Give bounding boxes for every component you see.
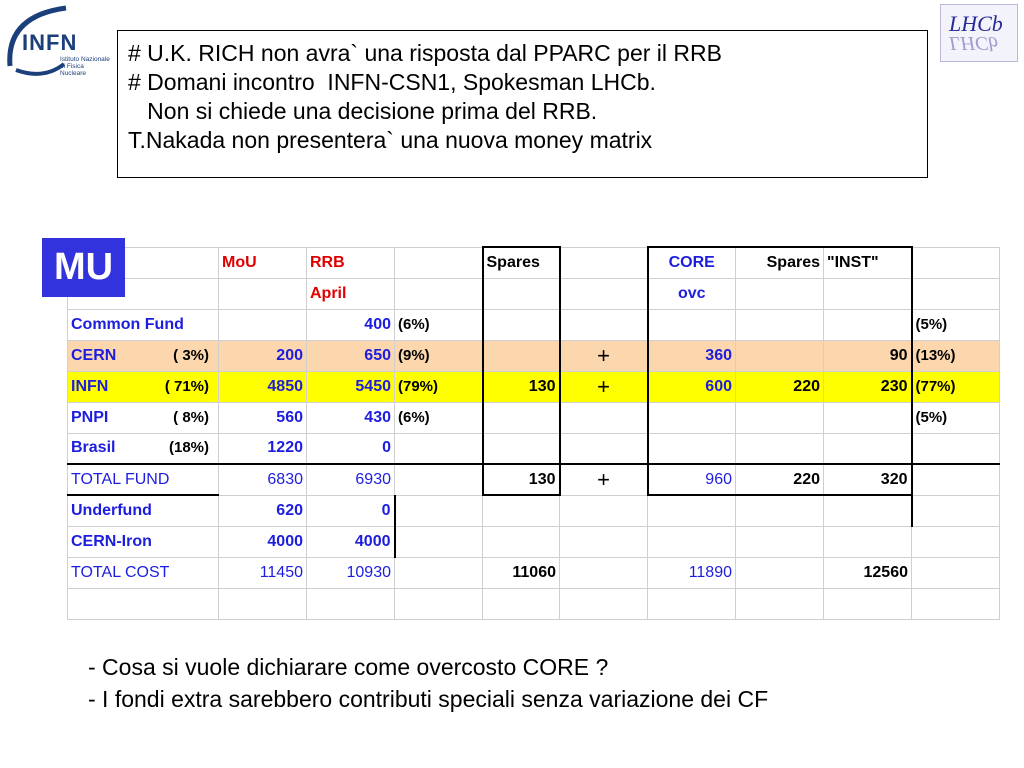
cell-pct-inst: (5%) <box>912 402 1000 433</box>
row-label: PNPI ( 8%) <box>68 402 219 433</box>
row-label: TOTAL COST <box>68 557 219 588</box>
cell-core: 960 <box>648 464 736 495</box>
table-header-row <box>68 247 1000 278</box>
plus-sign: + <box>560 464 648 495</box>
cell-rrb: 5450 <box>307 371 395 402</box>
cell-rrb: 430 <box>307 402 395 433</box>
table-row-empty <box>68 588 1000 619</box>
cell-mou: 200 <box>219 340 307 371</box>
col-header-rrb: RRB <box>307 247 395 278</box>
cern-share: ( 3%) <box>173 346 209 364</box>
table-row-total-fund <box>68 464 1000 495</box>
cell-spares: 130 <box>483 464 560 495</box>
table-subheader-row <box>68 278 1000 309</box>
row-label: Underfund <box>68 495 219 526</box>
cell-mou: 4850 <box>219 371 307 402</box>
note-line: # U.K. RICH non avra` una risposta dal PPARC per il RRB <box>128 40 722 66</box>
note-line: Non si chiede una decisione prima del RRB. <box>128 98 598 124</box>
mu-badge: MU <box>42 238 125 297</box>
table-row-cern <box>68 340 1000 371</box>
row-label: TOTAL FUND <box>68 464 219 495</box>
cell-mou: 1220 <box>219 433 307 464</box>
cell-core: 360 <box>648 340 736 371</box>
plus-sign: + <box>560 371 648 402</box>
table-row-infn <box>68 371 1000 402</box>
cell-mou: 6830 <box>219 464 307 495</box>
cell-rrb: 400 <box>307 309 395 340</box>
cell-core: 11890 <box>648 557 736 588</box>
cell-spares: 130 <box>483 371 560 402</box>
table-row-common-fund <box>68 309 1000 340</box>
cell-rrb: 6930 <box>307 464 395 495</box>
plus-sign: + <box>560 340 648 371</box>
col-header-spares2: Spares <box>736 247 824 278</box>
col-subheader-ovc: ovc <box>648 278 736 309</box>
infn-logo-subtitle: Istituto Nazionale di Fisica Nucleare <box>60 56 110 77</box>
table-row-pnpi <box>68 402 1000 433</box>
question-line: - I fondi extra sarebbero contributi speciali senza variazione dei CF <box>88 686 769 712</box>
table-row-cern-iron <box>68 526 1000 557</box>
cell-rrb: 0 <box>307 495 395 526</box>
infn-share: ( 71%) <box>164 377 209 395</box>
cell-spares: 11060 <box>483 557 560 588</box>
cell-pct-rrb: (6%) <box>395 402 483 433</box>
money-matrix-table <box>67 246 1000 620</box>
cell-pct-rrb: (79%) <box>395 371 483 402</box>
cell-pct-inst: (77%) <box>912 371 1000 402</box>
row-label: Brasil (18%) <box>68 433 219 464</box>
cell-pct-inst: (13%) <box>912 340 1000 371</box>
col-header-core: CORE <box>648 247 736 278</box>
cell-spares2: 220 <box>736 464 824 495</box>
table-row-brasil <box>68 433 1000 464</box>
cell-inst: 90 <box>824 340 912 371</box>
col-header-spares: Spares <box>483 247 560 278</box>
cell-mou: 4000 <box>219 526 307 557</box>
table-row-total-cost <box>68 557 1000 588</box>
cell-inst: 230 <box>824 371 912 402</box>
cell-core: 600 <box>648 371 736 402</box>
table-row-underfund <box>68 495 1000 526</box>
questions-block <box>88 651 768 715</box>
row-label: CERN-Iron <box>68 526 219 557</box>
cell-mou: 11450 <box>219 557 307 588</box>
cell-inst: 12560 <box>824 557 912 588</box>
infn-logo-text: INFN <box>22 30 78 55</box>
cell-mou: 620 <box>219 495 307 526</box>
row-label: CERN ( 3%) <box>68 340 219 371</box>
col-header-inst: "INST" <box>824 247 912 278</box>
cell-pct-rrb: (6%) <box>395 309 483 340</box>
cell-rrb: 4000 <box>307 526 395 557</box>
note-line: # Domani incontro INFN-CSN1, Spokesman LHCb. <box>128 69 656 95</box>
pnpi-share: ( 8%) <box>173 408 209 426</box>
cell-pct-rrb: (9%) <box>395 340 483 371</box>
cell-spares2: 220 <box>736 371 824 402</box>
col-subheader-april: April <box>307 278 395 309</box>
col-header-mou: MoU <box>219 247 307 278</box>
lhcb-logo-reflection: LHCb <box>949 32 998 54</box>
notes-box <box>117 30 928 178</box>
cell-rrb: 650 <box>307 340 395 371</box>
row-label: Common Fund <box>68 309 219 340</box>
infn-logo <box>4 4 110 80</box>
question-line: - Cosa si vuole dichiarare come overcosto CORE ? <box>88 654 609 680</box>
cell-rrb: 0 <box>307 433 395 464</box>
lhcb-logo <box>940 4 1018 62</box>
brasil-share: (18%) <box>168 439 209 457</box>
note-line: T.Nakada non presentera` una nuova money matrix <box>128 127 653 153</box>
cell-mou: 560 <box>219 402 307 433</box>
lhcb-logo-text: LHCb <box>949 11 1003 36</box>
row-label: INFN ( 71%) <box>68 371 219 402</box>
cell-inst: 320 <box>824 464 912 495</box>
cell-rrb: 10930 <box>307 557 395 588</box>
cell-pct-inst: (5%) <box>912 309 1000 340</box>
